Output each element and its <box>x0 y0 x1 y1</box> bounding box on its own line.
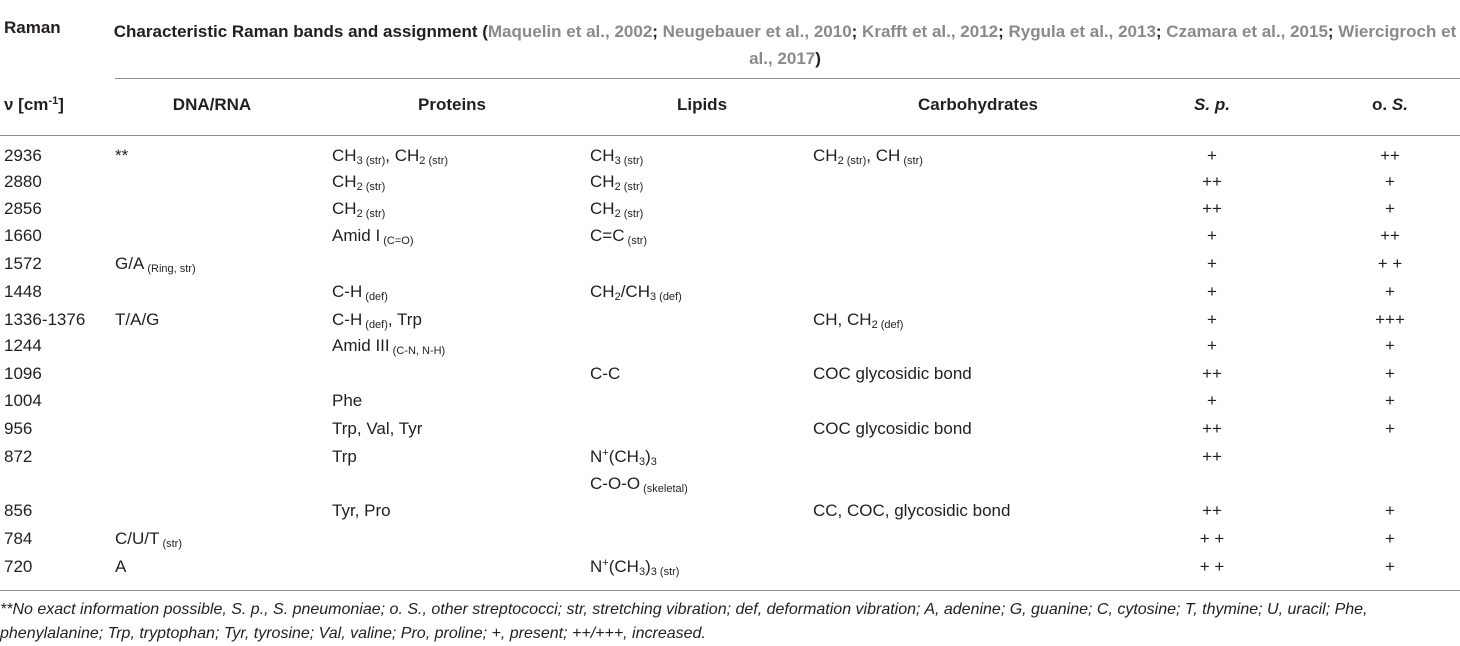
cell-lipids: $CH_2$ $_{(str)}$ <box>590 172 644 193</box>
cell-os: + <box>1385 172 1395 191</box>
cell-proteins: $CH_3$ $_{(str)}$, $CH_2$ $_{(str)}$ <box>332 146 449 167</box>
cell-proteins: Phe <box>332 391 363 410</box>
cell-raman: 1448 <box>4 282 42 301</box>
cell-dna: G/A $_{(Ring, str)}$ <box>115 254 196 275</box>
cell-lipids: $CH_3$ $_{(str)}$ <box>590 146 644 167</box>
cell-lipids-line2: C-O-O $_{(skeletal)}$ <box>590 474 688 495</box>
cell-raman: 2936 <box>4 146 42 165</box>
table-caption: Characteristic Raman bands and assignment (Maquelin et al., 2002; Neugebauer et al., 2010; Krafft et al., 2012; Rygula et al., 2013; Czamara et al., 2015; Wiercigroch et al., 2017) <box>113 22 1457 68</box>
cell-dna: C/U/T $_{(str)}$ <box>115 529 182 550</box>
cell-raman: 1096 <box>4 364 42 383</box>
cell-sp: + <box>1207 254 1217 273</box>
cell-os: + <box>1385 529 1395 548</box>
column-header-o-s: o. S. <box>1372 95 1408 114</box>
cell-lipids: $N^+(CH_3)_3$ <box>590 447 657 468</box>
column-header-dna-rna: DNA/RNA <box>172 95 252 114</box>
cell-sp: + <box>1207 226 1217 245</box>
cell-proteins: Trp, Val, Tyr <box>332 419 423 438</box>
cell-carbs: COC glycosidic bond <box>813 364 972 383</box>
cell-sp: + + <box>1199 557 1225 576</box>
cell-lipids: C-C <box>590 364 621 383</box>
cell-sp: + <box>1207 391 1217 410</box>
cell-os: ++ <box>1380 146 1400 165</box>
cell-proteins: Tyr, Pro <box>332 501 391 520</box>
header-rule-lower <box>0 135 1460 136</box>
cell-raman: 2856 <box>4 199 42 218</box>
cell-sp: + <box>1207 146 1217 165</box>
header-rule-upper <box>115 78 1460 79</box>
cell-os: ++ <box>1380 226 1400 245</box>
cell-raman: 856 <box>4 501 33 520</box>
cell-carbs: CC, COC, glycosidic bond <box>813 501 1011 520</box>
cell-dna: T/A/G <box>115 310 160 329</box>
cell-sp: ++ <box>1202 501 1222 520</box>
cell-proteins: C-H $_{(def)}$ <box>332 282 388 303</box>
ref-czamara-2015[interactable]: Czamara et al., 2015 <box>1166 22 1328 41</box>
cell-proteins: C-H $_{(def)}$, Trp <box>332 310 422 331</box>
cell-raman: 1660 <box>4 226 42 245</box>
cell-os: + <box>1385 391 1395 410</box>
cell-os: + <box>1385 282 1395 301</box>
cell-dna: ** <box>115 146 129 165</box>
cell-raman: 784 <box>4 529 33 548</box>
column-header-s-p: S. p. <box>1194 95 1230 114</box>
cell-lipids: $CH_2$ $_{(str)}$ <box>590 199 644 220</box>
cell-os: +++ <box>1375 310 1405 329</box>
cell-lipids: C=C $_{(str)}$ <box>590 226 648 247</box>
table-footnote: **No exact information possible, S. p., S. pneumoniae; o. S., other streptococci; str, stretching vibration; def, deformation vibration; A, adenine; G, guanine; C, cytosine; T, thymine; U, uracil; Phe, phenylalanine; Trp, tryptophan; Tyr, tyrosine; Val, valine; Pro, proline; +, present; ++/+++, increased. <box>0 601 1368 642</box>
cell-dna: A <box>115 557 127 576</box>
cell-proteins: $CH_2$ $_{(str)}$ <box>332 172 386 193</box>
ref-maquelin-2002[interactable]: Maquelin et al., 2002 <box>487 22 653 41</box>
caption-lead: Characteristic Raman bands and assignment ( <box>113 22 488 41</box>
cell-carbs: COC glycosidic bond <box>813 419 972 438</box>
cell-carbs: CH, $CH_2$ $_{(def)}$ <box>813 310 904 331</box>
cell-os: + <box>1385 419 1395 438</box>
cell-proteins: $CH_2$ $_{(str)}$ <box>332 199 386 220</box>
cell-raman: 720 <box>4 557 33 576</box>
cell-raman: 956 <box>4 419 33 438</box>
cell-sp: + + <box>1199 529 1225 548</box>
cell-os: + <box>1385 199 1395 218</box>
cell-os: + <box>1385 557 1395 576</box>
cell-raman: 1244 <box>4 336 42 355</box>
cell-lipids: $CH_2/CH_3$ $_{(def)}$ <box>590 282 682 303</box>
column-header-carbohydrates: Carbohydrates <box>918 95 1038 114</box>
cell-os: + <box>1385 336 1395 355</box>
cell-sp: ++ <box>1202 172 1222 191</box>
column-header-raman-shift: ν $[cm^{-1}]$ <box>4 95 64 114</box>
ref-neugebauer-2010[interactable]: Neugebauer et al., 2010 <box>662 22 852 41</box>
cell-raman: 2880 <box>4 172 42 191</box>
ref-rygula-2013[interactable]: Rygula et al., 2013 <box>1008 22 1156 41</box>
cell-sp: ++ <box>1202 447 1222 466</box>
raman-header: Raman <box>4 18 61 37</box>
cell-sp: ++ <box>1202 364 1222 383</box>
cell-raman: 1004 <box>4 391 42 410</box>
ref-wiercigroch-2017[interactable]: Wiercigroch et al., 2017 <box>749 22 1457 68</box>
cell-raman: 872 <box>4 447 33 466</box>
cell-sp: ++ <box>1202 419 1222 438</box>
cell-raman: 1572 <box>4 254 42 273</box>
cell-sp: + <box>1207 282 1217 301</box>
caption-end: ) <box>815 49 821 68</box>
cell-sp: + <box>1207 336 1217 355</box>
cell-carbs: $CH_2$ $_{(str)}$, CH $_{(str)}$ <box>813 146 923 167</box>
cell-os: + <box>1385 364 1395 383</box>
cell-proteins: Amid I $_{(C=O)}$ <box>332 226 414 247</box>
cell-raman: 1336-1376 <box>4 310 86 329</box>
cell-sp: ++ <box>1202 199 1222 218</box>
cell-proteins: Trp <box>332 447 357 466</box>
footer-rule <box>0 590 1460 591</box>
cell-os: + <box>1385 501 1395 520</box>
column-header-lipids: Lipids <box>676 95 728 114</box>
cell-lipids: $N^+(CH_3)_3$ $_{(str)}$ <box>590 557 680 578</box>
ref-krafft-2012[interactable]: Krafft et al., 2012 <box>862 22 999 41</box>
cell-sp: + <box>1207 310 1217 329</box>
column-header-proteins: Proteins <box>417 95 487 114</box>
cell-proteins: Amid III $_{(C-N, N-H)}$ <box>332 336 446 357</box>
cell-os: + + <box>1377 254 1403 273</box>
